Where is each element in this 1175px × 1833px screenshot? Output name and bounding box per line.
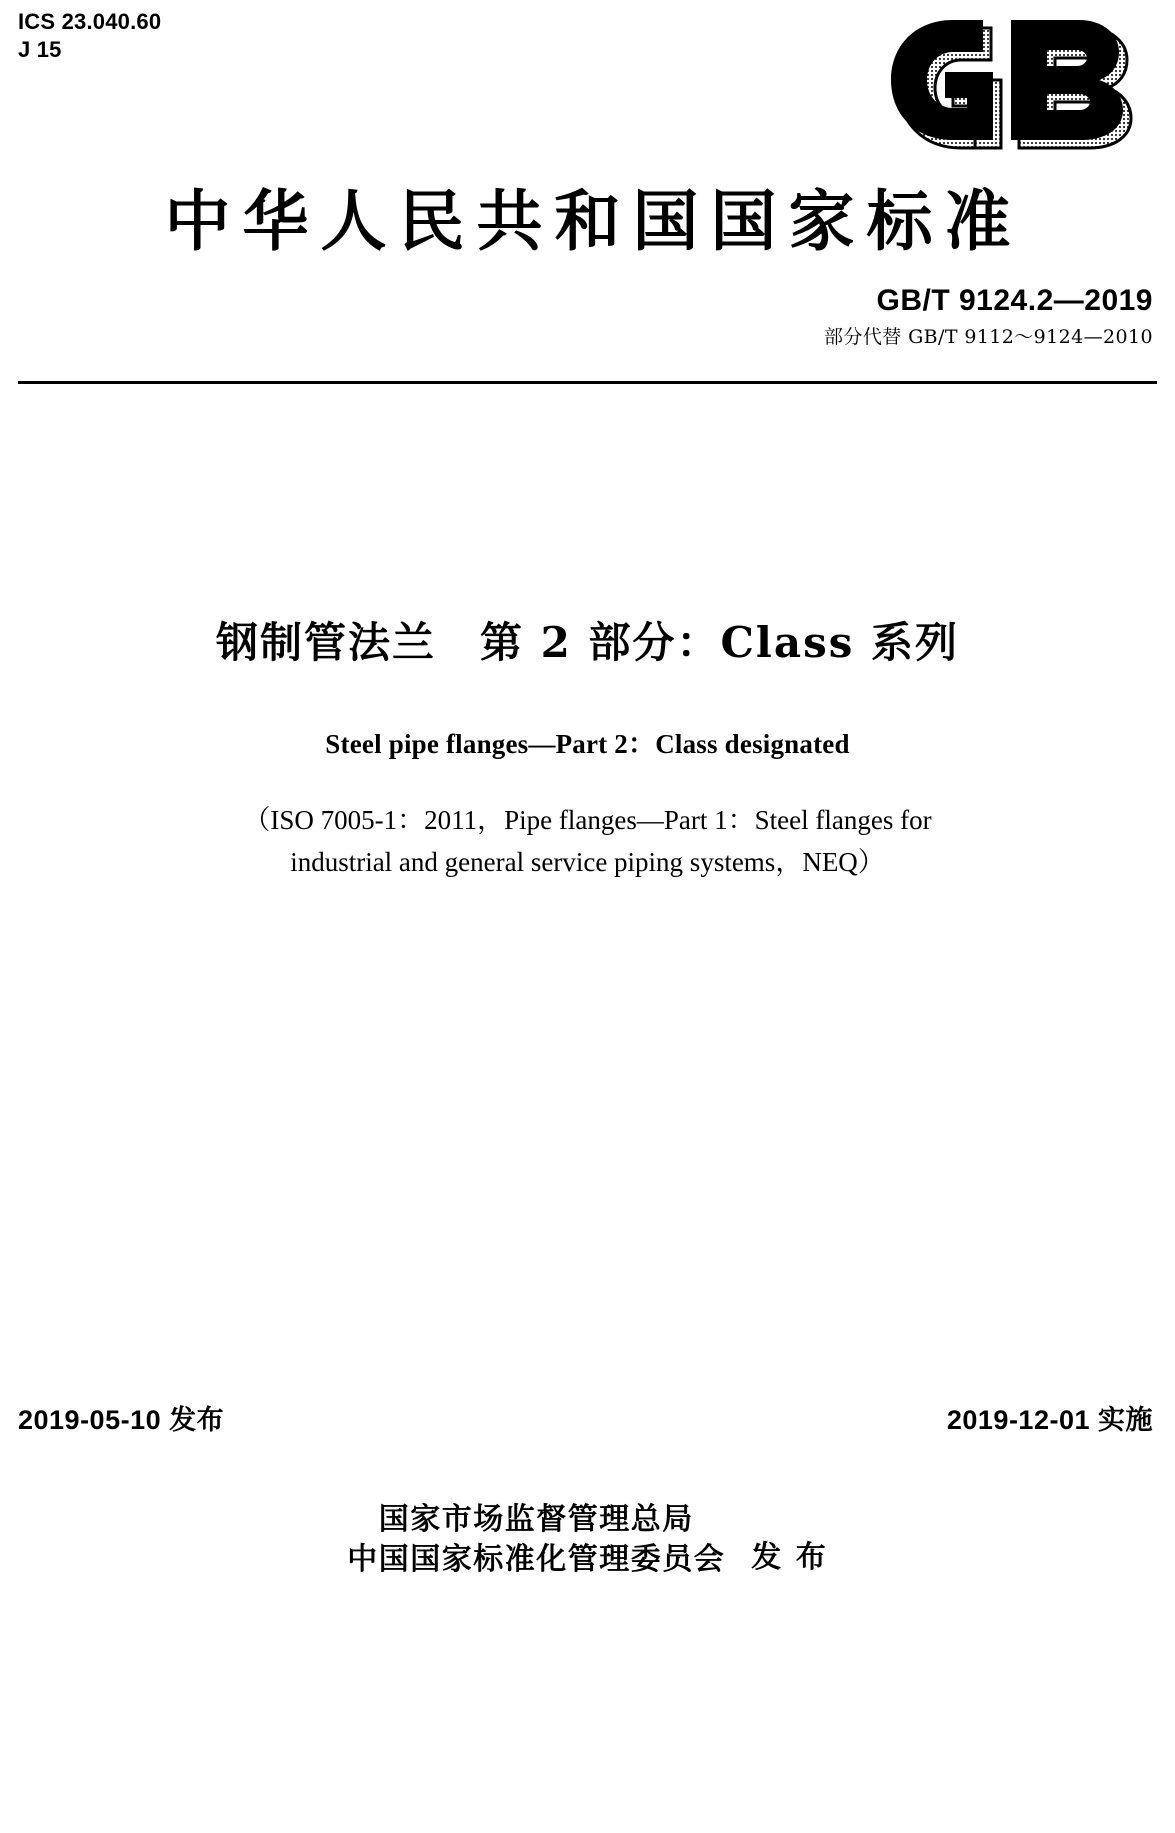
ics-classification-block [18,8,161,64]
iso-correspondence-note [0,800,1175,884]
issuer-names [347,1500,725,1580]
document-title-english: Steel pipe flanges—Part 2：Class designated [325,729,850,759]
ics-code: ICS 23.040.60 [18,9,162,34]
effective-date: 2019-12-01 实施 [946,1405,1153,1435]
classification-code: J 15 [18,37,62,63]
standard-number: GB/T 9124.2—2019 [876,284,1153,317]
document-title-chinese: 钢制管法兰 第 2 部分：Class 系列 [216,618,959,667]
header-divider [18,381,1157,384]
national-standard-title: 中华人民共和国国家标准 [164,182,1023,260]
iso-correspondence-line1: （ISO 7005-1：2011，Pipe flanges—Part 1：Steel flanges for [243,805,932,835]
issuer-line-1: 国家市场监督管理总局 [378,1502,694,1537]
issuer-line-2: 中国国家标准化管理委员会 [347,1541,726,1577]
iso-correspondence-line2: industrial and general service piping systems，NEQ） [290,846,885,877]
issuer-publish-label: 发 布 [751,1539,828,1575]
gb-logo [883,10,1153,150]
issuer-block [0,1500,1175,1580]
standard-replaces-note: 部分代替 GB/T 9112～9124—2010 [824,326,1153,348]
issue-date: 2019-05-10 发布 [18,1405,225,1435]
